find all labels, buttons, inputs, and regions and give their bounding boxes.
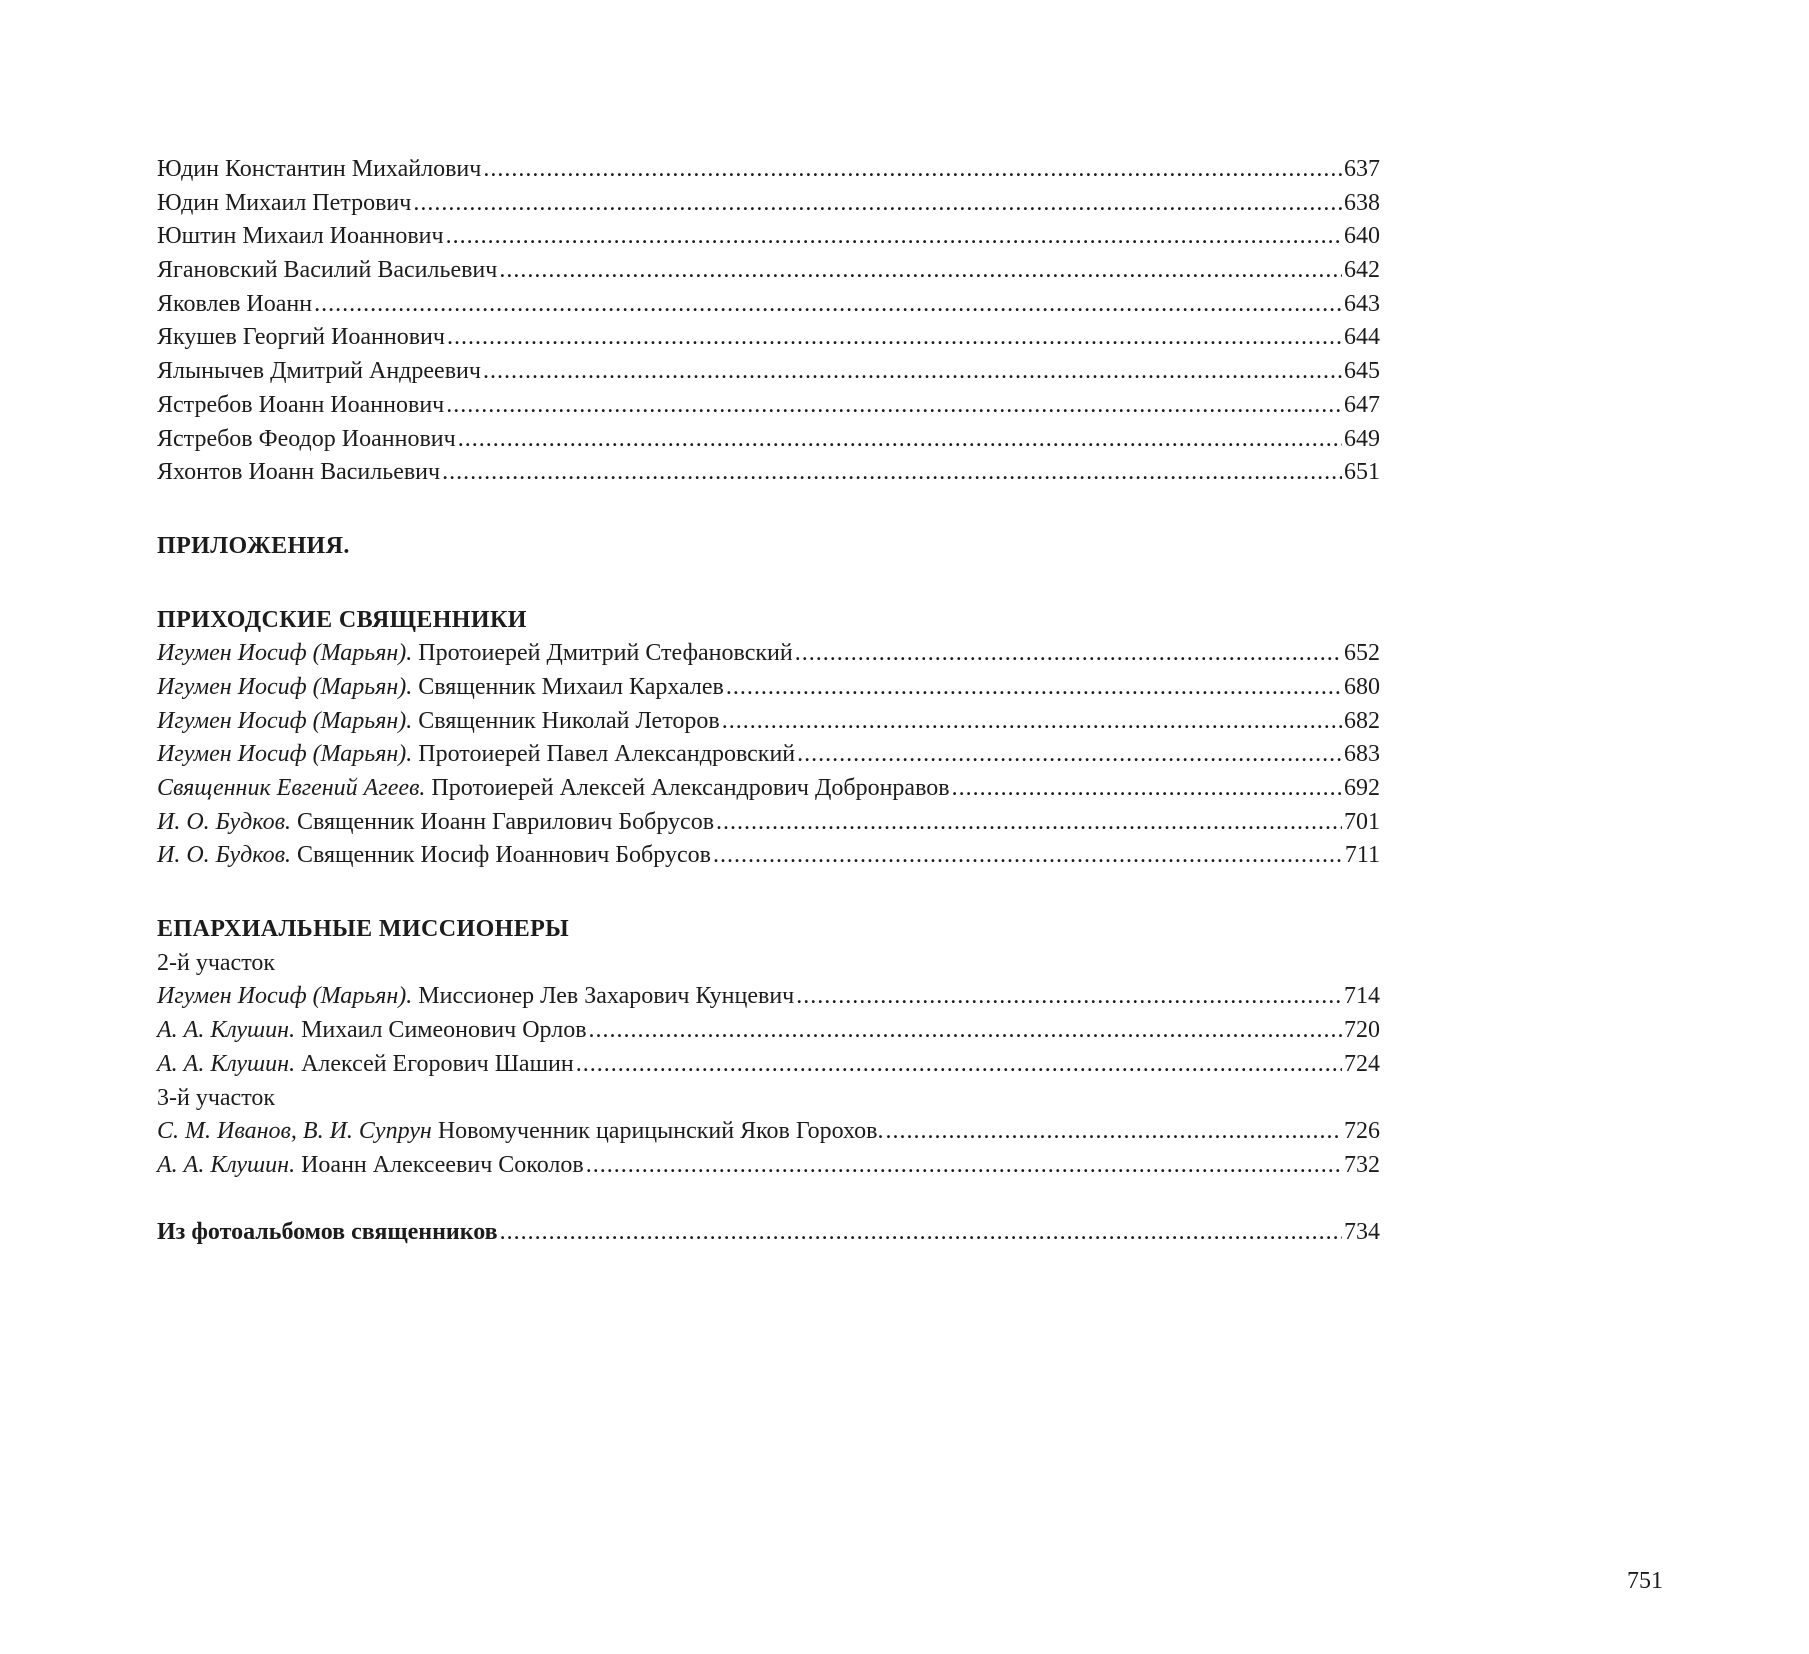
dot-leader	[795, 637, 1342, 671]
toc-entry[interactable]	[157, 1115, 1380, 1149]
toc-entry[interactable]	[157, 254, 1380, 288]
page-number: 720	[1344, 1017, 1380, 1044]
toc-entry[interactable]	[157, 671, 1380, 705]
entry-title: Ялынычев Дмитрий Андреевич	[157, 358, 481, 385]
dot-leader	[446, 220, 1342, 254]
parish-priests-section	[157, 604, 1380, 874]
entry-title: Ястребов Феодор Иоаннович	[157, 425, 456, 452]
entry-subject: Священник Иосиф Иоаннович Бобрусов	[290, 842, 711, 869]
entry-title: Юдин Михаил Петрович	[157, 189, 412, 216]
entry-subject: Протоиерей Дмитрий Стефановский	[412, 640, 793, 667]
entry-author: Игумен Иосиф (Марьян).	[157, 741, 413, 768]
entry-title	[157, 839, 711, 873]
dot-leader	[447, 321, 1342, 355]
toc-entry[interactable]	[157, 1014, 1380, 1048]
spacer	[157, 1183, 1380, 1217]
entry-author: И. О. Будков.	[157, 808, 291, 835]
entry-title	[157, 1048, 574, 1082]
toc-entry[interactable]	[157, 153, 1380, 187]
entry-title: Якушев Георгий Иоаннович	[157, 324, 445, 351]
toc-entry[interactable]	[157, 1149, 1380, 1183]
dot-leader	[483, 355, 1342, 389]
toc-entry[interactable]	[157, 1048, 1380, 1082]
toc-entry[interactable]	[157, 738, 1380, 772]
entry-title	[157, 738, 795, 772]
missionaries-heading: ЕПАРХИАЛЬНЫЕ МИССИОНЕРЫ	[157, 916, 570, 943]
parish-priests-heading: ПРИХОДСКИЕ СВЯЩЕННИКИ	[157, 606, 527, 633]
dot-leader	[446, 389, 1342, 423]
page-number: 652	[1344, 640, 1380, 667]
page-number: 645	[1344, 358, 1380, 385]
entry-author: Игумен Иосиф (Марьян).	[157, 707, 413, 734]
missionaries-section	[157, 913, 1380, 1183]
dot-leader	[576, 1048, 1342, 1082]
entry-author: Игумен Иосиф (Марьян).	[157, 983, 413, 1010]
entry-title: Юдин Константин Михайлович	[157, 156, 482, 182]
toc-entry[interactable]	[157, 321, 1380, 355]
page-number: 734	[1344, 1219, 1380, 1246]
spacer	[157, 873, 1380, 913]
entry-subject: Священник Михаил Кархалев	[412, 673, 724, 700]
page-number: 640	[1344, 223, 1380, 250]
page-number: 642	[1344, 257, 1380, 284]
entry-author: Игумен Иосиф (Марьян).	[157, 640, 413, 667]
entry-author: А. А. Клушин.	[157, 1050, 296, 1077]
toc-entry[interactable]	[157, 355, 1380, 389]
entry-title	[157, 980, 794, 1014]
page-number: 701	[1344, 808, 1380, 835]
dot-leader	[589, 1014, 1342, 1048]
dot-leader	[797, 738, 1342, 772]
toc-entry[interactable]	[157, 187, 1380, 221]
entry-title	[157, 806, 714, 840]
entry-title: Юштин Михаил Иоаннович	[157, 223, 444, 250]
dot-leader	[442, 456, 1342, 490]
page-number: 692	[1344, 775, 1380, 801]
dot-leader	[722, 705, 1342, 739]
page-number: 649	[1344, 425, 1380, 452]
table-of-contents	[157, 153, 1380, 1250]
toc-entry[interactable]	[157, 637, 1380, 671]
entry-title: Яхонтов Иоанн Васильевич	[157, 459, 441, 486]
spacer	[157, 564, 1380, 604]
page-number: 651	[1344, 459, 1380, 486]
entry-title: Ястребов Иоанн Иоаннович	[157, 391, 445, 418]
page-number: 644	[1344, 324, 1380, 351]
toc-entry[interactable]	[157, 389, 1380, 423]
dot-leader	[499, 254, 1342, 288]
dot-leader	[458, 423, 1342, 457]
toc-entry[interactable]	[157, 772, 1380, 806]
dot-leader	[726, 671, 1342, 705]
entry-subject: Новомученник царицынский Яков Горохов.	[431, 1118, 884, 1145]
toc-entry[interactable]	[157, 288, 1380, 322]
entry-subject: Протоиерей Павел Александровский	[412, 741, 796, 768]
entry-author: А. А. Клушин.	[157, 1017, 296, 1044]
page-number: 682	[1344, 707, 1380, 734]
page-number: 647	[1344, 391, 1380, 418]
entry-title	[157, 1115, 883, 1149]
dot-leader	[716, 806, 1342, 840]
entry-title	[157, 1149, 584, 1183]
toc-entry[interactable]	[157, 806, 1380, 840]
dot-leader	[713, 839, 1343, 873]
entry-subject: Священник Николай Леторов	[412, 707, 720, 734]
entry-subject: Миссионер Лев Захарович Кунцевич	[412, 983, 795, 1010]
folio-page-number: 751	[1627, 1568, 1663, 1594]
entry-title	[157, 772, 950, 806]
entry-subject: Алексей Егорович Шашин	[295, 1050, 574, 1077]
entry-title	[157, 637, 793, 671]
name-index-list	[157, 153, 1380, 490]
entry-title	[157, 1014, 587, 1048]
spacer	[157, 490, 1380, 530]
dot-leader	[586, 1149, 1342, 1183]
page-number: 680	[1344, 673, 1380, 700]
dot-leader	[500, 1216, 1342, 1250]
page-number: 638	[1344, 189, 1380, 216]
district-label: 2-й участок	[157, 949, 276, 976]
district-label: 3-й участок	[157, 1084, 276, 1111]
entry-title: Из фотоальбомов священников	[157, 1219, 498, 1246]
dot-leader	[952, 772, 1342, 806]
page-number: 714	[1344, 983, 1380, 1010]
entry-author: Священник Евгений Агеев.	[157, 775, 426, 801]
entry-subject: Михаил Симеонович Орлов	[295, 1017, 587, 1044]
dot-leader	[796, 980, 1342, 1014]
page-number: 637	[1344, 156, 1380, 182]
entry-subject: Священник Иоанн Гаврилович Бобрусов	[290, 808, 715, 835]
toc-entry[interactable]	[157, 980, 1380, 1014]
toc-entry[interactable]	[157, 220, 1380, 254]
dot-leader	[314, 288, 1342, 322]
entry-author: А. А. Клушин.	[157, 1151, 296, 1178]
page-number: 724	[1344, 1050, 1380, 1077]
entry-title: Ягановский Василий Васильевич	[157, 257, 498, 284]
entry-subject: Протоиерей Алексей Александрович Добронравов	[425, 775, 950, 801]
entry-title	[157, 671, 724, 705]
dot-leader	[413, 187, 1342, 221]
toc-entry[interactable]	[157, 456, 1380, 490]
dot-leader	[885, 1115, 1342, 1149]
appendices-heading: ПРИЛОЖЕНИЯ.	[157, 532, 350, 559]
entry-title: Яковлев Иоанн	[157, 290, 313, 317]
toc-entry[interactable]	[157, 423, 1380, 457]
dot-leader	[483, 153, 1342, 187]
page-number: 726	[1344, 1118, 1380, 1145]
photo-albums-entry[interactable]	[157, 1216, 1380, 1250]
toc-entry[interactable]	[157, 839, 1380, 873]
page-number: 732	[1344, 1151, 1380, 1178]
page-number: 711	[1344, 842, 1380, 869]
toc-entry[interactable]	[157, 705, 1380, 739]
entry-title	[157, 705, 720, 739]
entry-author: Игумен Иосиф (Марьян).	[157, 673, 413, 700]
page-number: 683	[1344, 741, 1380, 768]
page-number: 643	[1344, 290, 1380, 317]
entry-subject: Иоанн Алексеевич Соколов	[295, 1151, 584, 1178]
entry-author: И. О. Будков.	[157, 842, 291, 869]
entry-author: С. М. Иванов, В. И. Супрун	[157, 1118, 432, 1145]
